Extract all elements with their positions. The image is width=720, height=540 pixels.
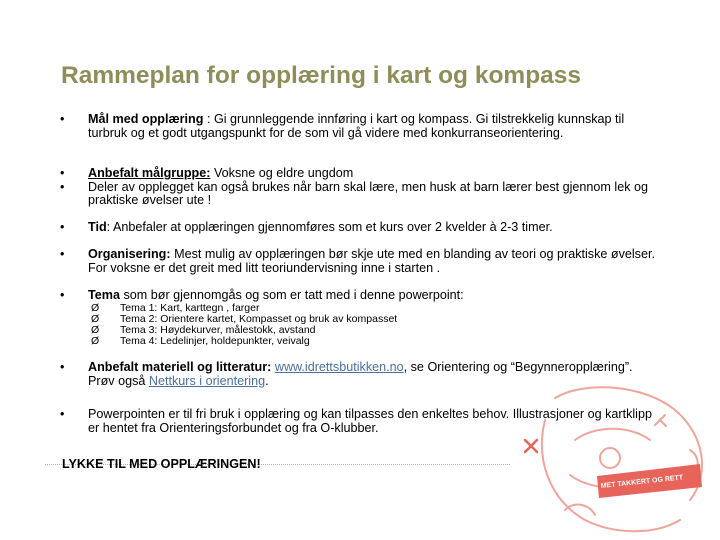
item-text: : Anbefaler at opplæringen gjennomføres som et kurs over 2 kvelder à 2-3 timer. — [106, 220, 553, 234]
arrow-bullet-icon: Ø — [91, 302, 100, 314]
bullet: • — [60, 247, 65, 261]
nettkurs-link[interactable]: Nettkurs i orientering — [148, 373, 266, 388]
closing-text: LYKKE TIL MED OPPLÆRINGEN! — [62, 457, 261, 471]
item-label: Anbefalt målgruppe: — [88, 166, 211, 180]
bullet: • — [60, 360, 65, 374]
item-label: Tid — [88, 220, 107, 234]
item-text: Powerpointen er til fri bruk i opplæring og kan tilpasses den enkeltes behov. Illustrasjoner og kartklipp er hentet fra Orienteringsforbundet og fra O-klubber. — [88, 407, 652, 435]
item-label: Organisering: — [88, 247, 171, 261]
item-label: Tema — [88, 288, 120, 302]
item-label: Anbefalt materiell og litteratur: — [88, 360, 272, 374]
item-label: Mål med opplæring — [88, 112, 204, 126]
page-title: Rammeplan for opplæring i kart og kompass — [61, 62, 582, 89]
item-text: som bør gjennomgås og som er tatt med i denne powerpoint: — [119, 288, 464, 302]
item-text: : Gi grunnleggende innføring i kart og kompass. Gi tilstrekkelig kunnskap til turbruk og et godt utgangspunkt for de som vil gå videre med konkurranseorientering. — [88, 112, 625, 140]
arrow-bullet-icon: Ø — [91, 324, 100, 336]
bullet: • — [60, 407, 65, 421]
bullet: • — [60, 180, 65, 194]
bullet: • — [60, 220, 65, 234]
logo-banner-text: MET TAKKERT OG RETT — [600, 474, 684, 490]
orientering-logo — [505, 380, 720, 540]
bullet: • — [60, 166, 65, 180]
item-text: Mest mulig av opplæringen bør skje ute med en blanding av teori og praktiske øvelser. For voksne er det greit med litt teoriundervisning inne i starten . — [88, 247, 655, 275]
idrettsbutikken-link[interactable]: www.idrettsbutikken.no — [274, 360, 404, 374]
item-text: Deler av opplegget kan også brukes når barn skal lære, men husk at barn lærer best gjennom lek og praktiske øvelser ute ! — [88, 179, 649, 208]
arrow-bullet-icon: Ø — [91, 313, 100, 325]
arrow-bullet-icon: Ø — [91, 335, 100, 347]
bullet: • — [60, 112, 65, 126]
bullet: • — [60, 288, 65, 302]
item-text: Voksne og eldre ungdom — [210, 166, 354, 180]
